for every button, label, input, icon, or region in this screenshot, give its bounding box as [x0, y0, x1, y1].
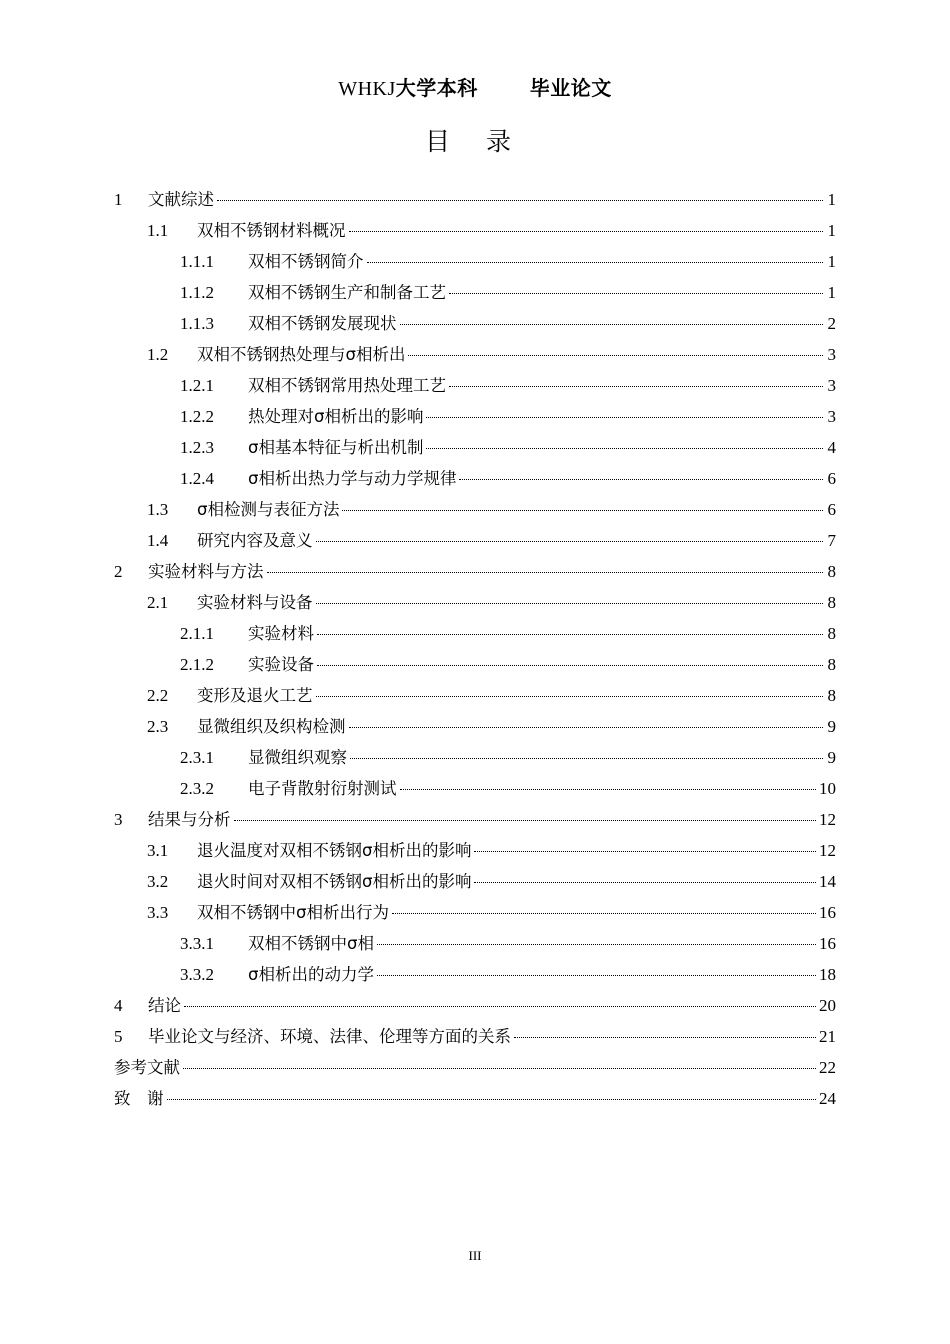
toc-entry-page: 3: [827, 407, 836, 426]
toc-entry[interactable]: [114, 899, 836, 930]
toc-entry-title: 文献综述: [148, 190, 214, 209]
toc-entry-title: σ相基本特征与析出机制: [248, 438, 424, 457]
toc-entry[interactable]: [114, 248, 836, 279]
toc-entry-page: 18: [819, 965, 836, 984]
toc-entry-number: 2.2: [147, 686, 169, 705]
toc-entry[interactable]: [114, 713, 836, 744]
toc-entry[interactable]: [114, 651, 836, 682]
toc-entry[interactable]: [114, 620, 836, 651]
toc-entry-number: 2.1.2: [180, 655, 214, 674]
toc-entry[interactable]: [114, 527, 836, 558]
toc-entry[interactable]: [114, 310, 836, 341]
toc-entry-page: 8: [827, 686, 836, 705]
toc-entry[interactable]: [114, 403, 836, 434]
toc-entry[interactable]: [114, 558, 836, 589]
toc-entry-number: 1.2.4: [180, 469, 214, 488]
page-title: 目 录: [425, 127, 525, 156]
toc-entry-title: σ相检测与表征方法: [197, 500, 340, 519]
toc-entry-number: 1.1.1: [180, 252, 214, 271]
toc-dot-leader: [316, 603, 824, 604]
toc-entry-page: 16: [819, 903, 836, 922]
toc-dot-leader: [367, 262, 824, 263]
toc-dot-leader: [449, 293, 823, 294]
toc-entry-title: 热处理对σ相析出的影响: [248, 407, 424, 426]
toc-entry-page: 12: [819, 841, 836, 860]
toc-entry[interactable]: [114, 682, 836, 713]
toc-entry-title: 变形及退火工艺: [197, 686, 313, 705]
toc-entry[interactable]: [114, 279, 836, 310]
toc-entry-number: 3.1: [147, 841, 169, 860]
table-of-contents: [114, 186, 836, 1116]
toc-dot-leader: [234, 820, 817, 821]
toc-entry-title: 双相不锈钢热处理与σ相析出: [197, 345, 406, 364]
toc-entry-number: 5: [114, 1027, 123, 1046]
toc-entry[interactable]: [114, 961, 836, 992]
toc-dot-leader: [317, 634, 823, 635]
toc-dot-leader: [474, 882, 816, 883]
toc-entry-number: 3.3.1: [180, 934, 214, 953]
toc-entry[interactable]: [114, 744, 836, 775]
toc-entry-title: 研究内容及意义: [197, 531, 313, 550]
toc-entry-title: 毕业论文与经济、环境、法律、伦理等方面的关系: [148, 1027, 511, 1046]
toc-entry[interactable]: [114, 837, 836, 868]
toc-entry-page: 2: [827, 314, 836, 333]
toc-entry-title: 双相不锈钢中σ相析出行为: [197, 903, 389, 922]
toc-entry[interactable]: [114, 589, 836, 620]
toc-entry[interactable]: [114, 1054, 836, 1085]
toc-entry-title: 显微组织观察: [248, 748, 347, 767]
toc-entry-number: 1: [114, 190, 123, 209]
toc-dot-leader: [342, 510, 823, 511]
toc-dot-leader: [400, 324, 824, 325]
header-thesis-label: 毕业论文: [529, 76, 612, 100]
toc-dot-leader: [316, 696, 824, 697]
toc-entry-title: 结论: [148, 996, 181, 1015]
toc-dot-leader: [349, 727, 824, 728]
toc-entry-page: 8: [827, 624, 836, 643]
toc-entry-page: 1: [827, 252, 836, 271]
toc-dot-leader: [426, 417, 823, 418]
toc-entry-number: 3.3.2: [180, 965, 214, 984]
toc-entry-number: 1.1.2: [180, 283, 214, 302]
toc-entry-page: 20: [819, 996, 836, 1015]
toc-entry[interactable]: [114, 372, 836, 403]
toc-entry-number: 1.3: [147, 500, 169, 519]
toc-dot-leader: [400, 789, 817, 790]
toc-entry-page: 24: [819, 1089, 836, 1108]
toc-entry-page: 1: [827, 190, 836, 209]
toc-entry-page: 1: [827, 221, 836, 240]
toc-entry-number: 1.2.2: [180, 407, 214, 426]
toc-entry-page: 16: [819, 934, 836, 953]
toc-entry-page: 6: [827, 469, 836, 488]
toc-entry-page: 10: [819, 779, 836, 798]
toc-entry-number: 3.3: [147, 903, 169, 922]
toc-entry[interactable]: [114, 496, 836, 527]
toc-entry-page: 9: [827, 748, 836, 767]
toc-dot-leader: [267, 572, 824, 573]
toc-dot-leader: [183, 1068, 816, 1069]
toc-entry-number: 1.2.1: [180, 376, 214, 395]
page-header: [0, 72, 950, 101]
toc-entry-number: 1.4: [147, 531, 169, 550]
toc-entry-title: 退火时间对双相不锈钢σ相析出的影响: [197, 872, 472, 891]
toc-entry[interactable]: [114, 434, 836, 465]
toc-entry-number: 3.2: [147, 872, 169, 891]
toc-entry-page: 8: [827, 655, 836, 674]
toc-entry[interactable]: [114, 806, 836, 837]
toc-entry-title: 双相不锈钢中σ相: [248, 934, 374, 953]
toc-entry-number: 2.1.1: [180, 624, 214, 643]
toc-entry-title: 结果与分析: [148, 810, 231, 829]
toc-entry-number: 1.1: [147, 221, 169, 240]
toc-entry-title: σ相析出的动力学: [248, 965, 374, 984]
toc-entry-page: 1: [827, 283, 836, 302]
toc-entry-page: 9: [827, 717, 836, 736]
toc-entry-page: 12: [819, 810, 836, 829]
toc-entry-page: 8: [827, 562, 836, 581]
toc-dot-leader: [459, 479, 823, 480]
toc-entry-page: 21: [819, 1027, 836, 1046]
toc-entry-page: 4: [827, 438, 836, 457]
toc-entry[interactable]: [114, 1085, 836, 1116]
toc-entry-number: 1.2.3: [180, 438, 214, 457]
toc-dot-leader: [392, 913, 816, 914]
toc-dot-leader: [426, 448, 823, 449]
toc-entry[interactable]: [114, 217, 836, 248]
toc-entry-title: 电子背散射衍射测试: [248, 779, 397, 798]
toc-entry-title: 显微组织及织构检测: [197, 717, 346, 736]
toc-entry-title: 双相不锈钢材料概况: [197, 221, 346, 240]
toc-entry[interactable]: [114, 930, 836, 961]
toc-entry-title: 退火温度对双相不锈钢σ相析出的影响: [197, 841, 472, 860]
toc-entry-page: 8: [827, 593, 836, 612]
toc-entry-number: 2.1: [147, 593, 169, 612]
toc-entry-number: 4: [114, 996, 123, 1015]
toc-entry-number: 1.1.3: [180, 314, 214, 333]
toc-entry-number: 2.3.2: [180, 779, 214, 798]
toc-entry-title: 双相不锈钢常用热处理工艺: [248, 376, 446, 395]
toc-dot-leader: [514, 1037, 816, 1038]
toc-entry-page: 7: [827, 531, 836, 550]
toc-entry-page: 3: [827, 376, 836, 395]
toc-entry[interactable]: [114, 1023, 836, 1054]
toc-entry-title: σ相析出热力学与动力学规律: [248, 469, 457, 488]
toc-entry-number: 2.3: [147, 717, 169, 736]
toc-dot-leader: [350, 758, 823, 759]
toc-dot-leader: [408, 355, 823, 356]
toc-entry-title: 双相不锈钢生产和制备工艺: [248, 283, 446, 302]
toc-dot-leader: [449, 386, 823, 387]
toc-entry-title: 实验材料与设备: [197, 593, 313, 612]
toc-entry-title: 实验材料: [248, 624, 314, 643]
toc-entry-title: 实验设备: [248, 655, 314, 674]
toc-entry-page: 14: [819, 872, 836, 891]
header-school-suffix: 大学本科: [395, 76, 478, 100]
toc-entry-number: 3: [114, 810, 123, 829]
toc-entry-title: 致 谢: [114, 1089, 164, 1108]
toc-entry[interactable]: [114, 868, 836, 899]
toc-entry-title: 双相不锈钢发展现状: [248, 314, 397, 333]
toc-dot-leader: [377, 944, 816, 945]
toc-entry-page: 3: [827, 345, 836, 364]
toc-dot-leader: [316, 541, 824, 542]
toc-entry[interactable]: [114, 775, 836, 806]
toc-entry[interactable]: [114, 341, 836, 372]
toc-entry[interactable]: [114, 186, 836, 217]
toc-dot-leader: [317, 665, 823, 666]
header-school: WHKJ: [338, 78, 396, 100]
toc-entry-title: 参考文献: [114, 1058, 180, 1077]
toc-entry[interactable]: [114, 992, 836, 1023]
toc-entry-title: 实验材料与方法: [148, 562, 264, 581]
toc-entry-title: 双相不锈钢简介: [248, 252, 364, 271]
toc-dot-leader: [167, 1099, 817, 1100]
toc-dot-leader: [217, 200, 823, 201]
toc-dot-leader: [349, 231, 824, 232]
toc-entry[interactable]: [114, 465, 836, 496]
toc-entry-number: 2.3.1: [180, 748, 214, 767]
toc-dot-leader: [184, 1006, 816, 1007]
toc-entry-page: 22: [819, 1058, 836, 1077]
toc-entry-page: 6: [827, 500, 836, 519]
page-number: III: [468, 1248, 482, 1263]
toc-entry-number: 2: [114, 562, 123, 581]
toc-dot-leader: [377, 975, 816, 976]
toc-dot-leader: [474, 851, 816, 852]
toc-entry-number: 1.2: [147, 345, 169, 364]
